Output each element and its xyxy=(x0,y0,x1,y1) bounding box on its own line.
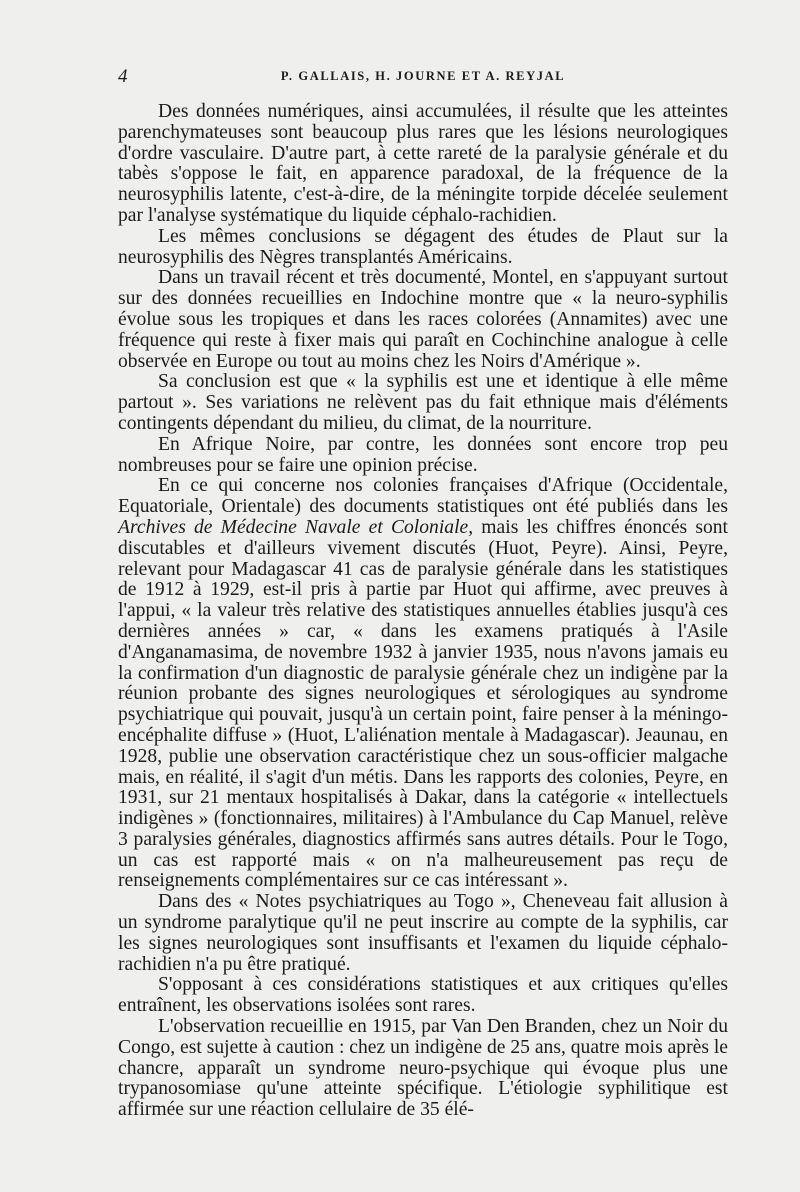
paragraph: L'observation recueillie en 1915, par Van Den Branden, chez un Noir du Congo, est sujette à caution : chez un indigène de 25 ans, quatre mois après le chancre, apparaît un syndrome neuro-psychique qui évoque plus une trypanosomiase qu'une atteinte spécifique. L'étiologie syphilitique est affirmée sur une réaction cellulaire de 35 élé- xyxy=(118,1016,728,1121)
paragraph xyxy=(118,476,728,892)
paragraph: Les mêmes conclusions se dégagent des études de Plaut sur la neurosyphilis des Nègres transplantés Américains. xyxy=(118,225,728,268)
journal-title: Archives de Médecine Navale et Coloniale, xyxy=(118,516,474,538)
running-head: P. GALLAIS, H. JOURNE ET A. REYJAL xyxy=(280,69,566,83)
paragraph: Dans un travail récent et très documenté, Montel, en s'appuyant surtout sur des données recueillies en Indochine montre que « la neuro-syphilis évolue sous les tropiques et dans les races colorées (Annamites) avec une fréquence qui reste à fixer mais qui paraît en Cochinchine analogue à celle observée en Europe ou tout au moins chez les Noirs d'Amérique ». xyxy=(118,267,728,372)
page-header xyxy=(118,66,728,88)
paragraph: Des données numériques, ainsi accumulées, il résulte que les atteintes parenchymateuses sont beaucoup plus rares que les lésions neurologiques d'ordre vasculaire. D'autre part, à cette rareté de la paralysie générale et du tabès s'oppose le fait, en apparence paradoxal, de la fréquence de la neurosyphilis latente, c'est-à-dire, de la méningite torpide décelée seulement par l'analyse systématique du liquide céphalo-rachidien. xyxy=(118,101,728,226)
paragraph: Sa conclusion est que « la syphilis est une et identique à elle même partout ». Ses variations ne relèvent pas du fait ethnique mais d'éléments contingents dépendant du milieu, du climat, de la nourriture. xyxy=(118,371,728,434)
paragraph: En Afrique Noire, par contre, les données sont encore trop peu nombreuses pour se faire une opinion précise. xyxy=(118,433,728,476)
paragraph-text: mais les chiffres énoncés sont discutables et d'ailleurs vivement discutés (Huot, Peyre). Ainsi, Peyre, relevant pour Madagascar 41 cas de paralysie générale dans les statistiques de 1912 à 1929, est-il pris à partie par Huot qui affirme, avec preuves à l'appui, « la valeur très relative des statistiques annuelles établies jusqu'à ces dernières années » car, « dans les examens pratiqués à l'Asile d'Anganamasima, de novembre 1932 à janvier 1935, nous n'avons jamais eu la confirmation d'un diagnostic de paralysie générale chez un indigène par la réunion probante des signes neurologiques et sérologiques au syndrome psychiatrique qui pouvait, jusqu'à un certain point, faire penser à la méningo-encéphalite diffuse » (Huot, L'aliénation mentale à Madagascar). Jeaunau, en 1928, publie une observation caractéristique chez un sous-officier malgache mais, en réalité, il s'agit d'un métis. Dans les rapports des colonies, Peyre, en 1931, sur 21 mentaux hospitalisés à Dakar, dans la catégorie « intellectuels indigènes » (fonctionnaires, militaires) à l'Ambulance du Cap Manuel, relève 3 paralysies générales, diagnostics affirmés sans autres détails. Pour le Togo, un cas est rapporté mais « on n'a malheureusement pas reçu de renseignements complémentaires sur ce cas intéressant ». xyxy=(118,516,729,892)
body-text xyxy=(118,102,728,1121)
paragraph: Dans des « Notes psychiatriques au Togo », Cheneveau fait allusion à un syndrome paralytique qu'il ne peut inscrire au compte de la syphilis, car les signes neurologiques sont insuffisants et l'examen du liquide céphalo-rachidien n'a pu être pratiqué. xyxy=(118,891,728,975)
page-number: 4 xyxy=(118,66,128,87)
paragraph: S'opposant à ces considérations statistiques et aux critiques qu'elles entraînent, les observations isolées sont rares. xyxy=(118,974,728,1017)
paragraph-text: En ce qui concerne nos colonies françaises d'Afrique (Occidentale, Equatoriale, Orientale) des documents statistiques ont été publiés dans les xyxy=(118,475,728,518)
